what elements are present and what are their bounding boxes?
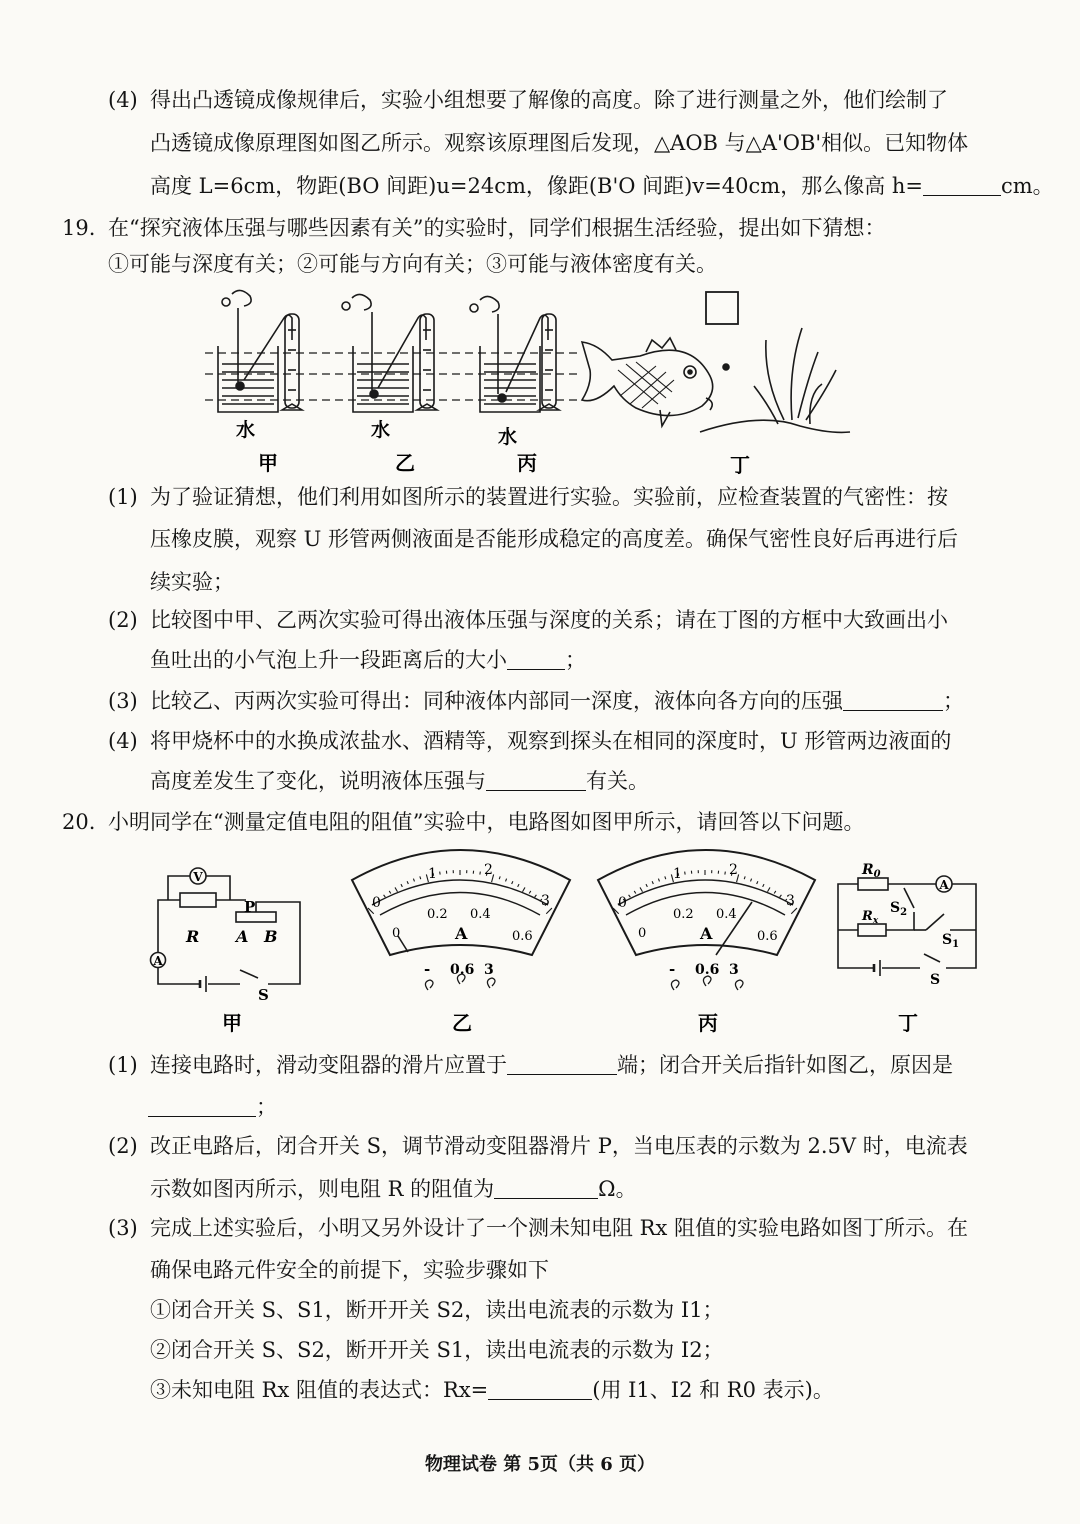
meter-yi-terminal-neg: - <box>424 960 431 978</box>
q19-p4-line1: 将甲烧杯中的水换成浓盐水、酒精等，观察到探头在相同的深度时，U 形管两边液面的 <box>150 729 952 753</box>
q19-p2-num: (2) <box>108 608 138 632</box>
q19-stem: 在“探究液体压强与哪些因素有关”的实验时，同学们根据生活经验，提出如下猜想： <box>108 216 886 240</box>
meter-bing-top-0: 0 <box>618 895 627 911</box>
caption-yi: 乙 <box>395 451 415 475</box>
circuit-a <box>151 868 301 992</box>
resistor-label: R <box>186 927 200 946</box>
scale-tick <box>629 895 631 897</box>
r0-label: $R_0$ <box>862 862 881 880</box>
end-a-label: A <box>236 927 249 946</box>
scale-tick <box>768 887 771 891</box>
caption-bing: 丙 <box>517 451 537 475</box>
meter-bing-unit: A <box>700 924 713 943</box>
q19-p4-line2-text: 高度差发生了变化，说明液体压强与 <box>150 769 486 793</box>
scale-tick <box>757 881 758 884</box>
q19-p1-line2: 压橡皮膜，观察 U 形管两侧液面是否能形成稳定的高度差。确保气密性良好后再进行后 <box>150 527 959 551</box>
q18-p4-line3-text: 高度 L=6cm，物距(BO 间距)u=24cm，像距(B'O 间距)v=40cm，那么像高 h= <box>150 174 923 198</box>
q20-p2-num: (2) <box>108 1134 138 1158</box>
q20-p1-end: ； <box>256 1095 277 1119</box>
q19-guesses: ①可能与深度有关；②可能与方向有关；③可能与液体密度有关。 <box>108 252 717 276</box>
scale-tick <box>401 884 402 887</box>
q20-p3-num: (3) <box>108 1216 138 1240</box>
meter-yi-terminal-3: 3 <box>484 962 494 978</box>
circuit-d <box>838 876 976 976</box>
scale-tick <box>499 876 500 879</box>
meter-yi-top-0: 0 <box>372 895 381 911</box>
q19-p2-line1: 比较图中甲、乙两次实验可得出液体压强与深度的关系；请在丁图的方框中大致画出小 <box>150 608 948 632</box>
rx-label: $R_x$ <box>862 909 879 926</box>
s2-label: $S_2$ <box>890 900 908 918</box>
meter-bing-terminal-neg: - <box>669 960 676 978</box>
q18-p4-line1: 得出凸透镜成像规律后，实验小组想要了解像的高度。除了进行测量之外，他们绘制了 <box>150 88 948 112</box>
meter-yi-top-3: 3 <box>541 893 550 909</box>
answer-blank-slider-end[interactable] <box>507 1056 617 1075</box>
water-label-a: 水 <box>236 419 256 441</box>
meter-bing-top-3: 3 <box>786 893 795 909</box>
scale-tick <box>518 884 519 887</box>
meter-bing-bottom-3: 0.6 <box>757 929 778 944</box>
q19-num: 19. <box>62 216 96 240</box>
q19-p4-end: 有关。 <box>586 769 649 793</box>
q20-p3-line1: 完成上述实验后，小明又另外设计了一个测未知电阻 Rx 阻值的实验电路如图丁所示。在 <box>150 1216 969 1240</box>
q19-p1-num: (1) <box>108 485 138 509</box>
q20-p2-line2-text: 示数如图丙所示，则电阻 R 的阻值为 <box>150 1177 495 1201</box>
answer-blank-rx[interactable] <box>488 1381 592 1400</box>
q20-p3-step1: ①闭合开关 S、S1，断开开关 S2，读出电流表的示数为 I1； <box>150 1298 724 1322</box>
scale-tick <box>665 876 666 879</box>
scale-tick <box>535 895 537 897</box>
q19-p3-end: ； <box>943 689 964 713</box>
q20-p3-step3-tail: (用 I1、I2 和 R0 表示)。 <box>592 1378 834 1402</box>
meter-yi-bottom-3: 0.6 <box>512 929 533 944</box>
meter-yi-top-2: 2 <box>484 862 493 878</box>
scale-tick <box>389 891 391 894</box>
caption-ding: 丁 <box>730 453 750 477</box>
water-label-c: 水 <box>498 426 518 448</box>
q19-p1-line1: 为了验证猜想，他们利用如图所示的装置进行实验。实验前，应检查装置的气密性：按 <box>150 485 948 509</box>
caption-jia: 甲 <box>258 451 278 475</box>
ammeter-label-a: A <box>153 954 163 968</box>
scale-tick <box>646 884 647 887</box>
q20-p1-line2 <box>148 1097 277 1118</box>
q18-p4-num: (4) <box>108 88 138 112</box>
scale-tick <box>634 891 636 894</box>
q20-p3-step3 <box>150 1380 834 1401</box>
answer-blank-resistance[interactable] <box>494 1180 598 1199</box>
water-label-b: 水 <box>371 419 391 441</box>
q18-p4-unit: cm。 <box>1001 174 1054 198</box>
scale-tick <box>384 895 386 897</box>
s1-label: $S_1$ <box>942 932 960 950</box>
meter-yi-bottom-1: 0.2 <box>427 907 448 922</box>
meter-bing-bottom-0: 0 <box>638 926 647 941</box>
caption-ding-20: 丁 <box>898 1011 918 1035</box>
q20-p1-line1 <box>150 1055 953 1076</box>
q20-p1-line1-text: 连接电路时，滑动变阻器的滑片应置于 <box>150 1053 507 1077</box>
meter-yi-unit: A <box>455 924 468 943</box>
q20-p3-step3-text: ③未知电阻 Rx 阻值的表达式：Rx= <box>150 1378 489 1402</box>
meter-yi-bottom-0: 0 <box>392 926 401 941</box>
scale-tick <box>751 879 752 882</box>
scale-tick <box>774 891 776 894</box>
meter-bing-bottom-1: 0.2 <box>673 907 694 922</box>
scale-tick <box>512 881 513 884</box>
meter-bing-top-1: 1 <box>673 866 682 882</box>
caption-bing-20: 丙 <box>698 1011 718 1035</box>
caption-jia-20: 甲 <box>222 1011 242 1035</box>
scale-tick <box>640 887 643 891</box>
ammeter-label-d: A <box>939 878 949 892</box>
scale-tick <box>523 887 526 891</box>
scale-tick <box>529 891 531 894</box>
q20-p2-line2 <box>150 1179 637 1200</box>
meter-yi-top-1: 1 <box>428 866 437 882</box>
scale-tick <box>652 881 653 884</box>
q20-p1-num: (1) <box>108 1053 138 1077</box>
q18-p4-line2: 凸透镜成像原理图如图乙所示。观察该原理图后发现，△AOB 与△A'OB'相似。已知物体 <box>150 131 969 155</box>
scale-tick <box>744 876 745 879</box>
scale-tick <box>395 887 398 891</box>
scale-tick <box>407 881 408 884</box>
q19-p2-line2-text: 鱼吐出的小气泡上升一段距离后的大小 <box>150 648 507 672</box>
page-footer: 物理试卷 第 5页（共 6 页） <box>424 1454 656 1475</box>
q20-p2-line1: 改正电路后，闭合开关 S，调节滑动变阻器滑片 P，当电压表的示数为 2.5V 时，电流表 <box>150 1134 968 1158</box>
switch-label-a: S <box>258 986 269 1004</box>
q20-p3-step2: ②闭合开关 S、S2，断开开关 S1，读出电流表的示数为 I2； <box>150 1338 724 1362</box>
q19-p1-line3: 续实验； <box>150 570 234 594</box>
q19-p3-line1-text: 比较乙、丙两次实验可得出：同种液体内部同一深度，液体向各方向的压强 <box>150 689 843 713</box>
scale-tick <box>658 879 659 882</box>
q20-p1-line1-tail: 端；闭合开关后指针如图乙，原因是 <box>617 1053 953 1077</box>
q19-p2-end: ； <box>565 648 586 672</box>
meter-bing-terminal-06: 0.6 <box>695 962 720 978</box>
scale-tick <box>413 879 414 882</box>
scale-tick <box>780 895 782 897</box>
q20-num: 20. <box>62 810 96 834</box>
answer-blank-reason[interactable] <box>148 1098 256 1117</box>
voltmeter-label: V <box>193 870 203 884</box>
meter-bing-terminal-3: 3 <box>729 962 739 978</box>
q19-p4-num: (4) <box>108 729 138 753</box>
q19-p3-num: (3) <box>108 689 138 713</box>
scale-tick <box>506 879 507 882</box>
s-label-d: S <box>930 972 941 988</box>
scale-tick <box>420 876 421 879</box>
meter-bing-bottom-2: 0.4 <box>716 907 737 922</box>
meter-bing-top-2: 2 <box>729 862 738 878</box>
q20-stem: 小明同学在“测量定值电阻的阻值”实验中，电路图如图甲所示，请回答以下问题。 <box>108 810 865 834</box>
meter-yi-bottom-2: 0.4 <box>470 907 491 922</box>
meter-yi-terminal-06: 0.6 <box>450 962 475 978</box>
scale-tick <box>763 884 764 887</box>
slider-label: P <box>244 898 256 916</box>
caption-yi-20: 乙 <box>452 1011 472 1035</box>
end-b-label: B <box>264 927 278 946</box>
q20-p2-unit: Ω。 <box>598 1177 637 1201</box>
q20-p3-line2: 确保电路元件安全的前提下，实验步骤如下 <box>150 1258 549 1282</box>
